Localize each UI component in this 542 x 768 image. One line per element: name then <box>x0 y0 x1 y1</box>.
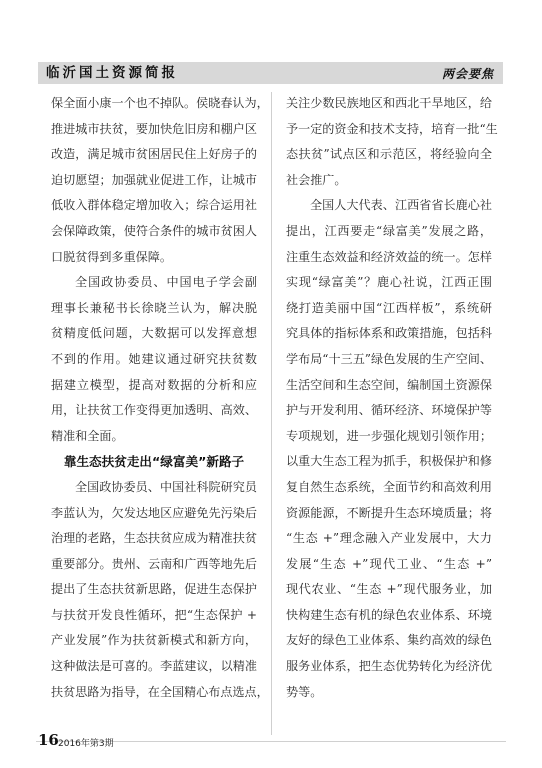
text-line: 提出，江西要走“绿富美”发展之路， <box>286 223 492 238</box>
text-line: 用，让扶贫工作变得更加透明、高效、 <box>51 403 257 418</box>
text-line: 保全面小康一个也不掉队。侯晓春认为， <box>51 96 269 110</box>
text-line: 全国政协委员、中国电子学会副 <box>75 275 257 290</box>
text-line: 态扶贫”试点区和示范区，将经验向全 <box>286 147 492 162</box>
text-line: 推进城市扶贫，要加快危旧房和棚户区 <box>51 121 257 136</box>
text-line: 产业发展”作为扶贫新模式和新方向， <box>51 633 257 648</box>
text-line: 提出了生态扶贫新思路，促进生态保护 <box>51 582 257 597</box>
text-line: 复自然生态系统，全面节约和高效利用 <box>286 479 492 494</box>
issue-label: 2016年第3期 <box>58 739 114 749</box>
text-line: 全国人大代表、江西省省长鹿心社 <box>310 198 492 213</box>
column-divider <box>271 92 272 735</box>
text-line: 关注少数民族地区和西北干旱地区，给 <box>286 96 492 110</box>
text-line: 与扶贫开发良性循环，把“生态保护 + <box>51 607 257 622</box>
text-line: “生态 +”理念融入产业发展中，大力 <box>286 531 492 546</box>
text-line: 势等。 <box>286 684 323 699</box>
text-line: 资源能源，不断提升生态环境质量；将 <box>286 505 492 520</box>
text-line: 以重大生态工程为抓手，积极保护和修 <box>286 454 492 469</box>
text-line: 发展“生态 +”现代工业、“生态 +” <box>286 556 492 571</box>
text-line: 社会推广。 <box>286 172 347 187</box>
text-line: 学布局“十三五”绿色发展的生产空间、 <box>286 351 492 366</box>
right-column <box>286 91 498 705</box>
text-line: 会保障政策，使符合条件的城市贫困人 <box>51 223 257 238</box>
section-subheading: 靠生态扶贫走出“绿富美”新路子 <box>63 454 245 470</box>
text-line: 改造，满足城市贫困居民住上好房子的 <box>51 147 257 162</box>
text-line: 精准和全面。 <box>51 428 124 443</box>
text-line: 口脱贫得到多重保障。 <box>51 249 172 264</box>
text-line: 贫精度低问题，大数据可以发挥意想 <box>51 326 257 341</box>
page-number: 16 <box>38 731 59 749</box>
text-line: 不到的作用。她建议通过研究扶贫数 <box>51 351 257 366</box>
text-line: 友好的绿色工业体系、集约高效的绿色 <box>286 633 492 648</box>
text-line: 绕打造美丽中国“江西样板”，系统研 <box>286 300 492 315</box>
text-line: 治理的老路，生态扶贫应成为精准扶贫 <box>51 531 257 546</box>
text-line: 理事长兼秘书长徐晓兰认为，解决脱 <box>51 300 257 315</box>
text-line: 李蓝认为，欠发达地区应避免先污染后 <box>51 505 257 520</box>
text-line: 迫切愿望；加强就业促进工作，让城市 <box>51 172 257 187</box>
text-line: 实现“绿富美”？鹿心社说，江西正围 <box>286 275 492 290</box>
text-line: 护与开发利用、循环经济、环境保护等 <box>286 403 492 418</box>
publication-title: 临沂国土资源简报 <box>46 65 178 81</box>
text-line: 重要部分。贵州、云南和广西等地先后 <box>51 556 257 571</box>
text-line: 生活空间和生态空间，编制国土资源保 <box>286 377 492 392</box>
section-title: 两会要焦 <box>441 67 494 81</box>
text-line: 予一定的资金和技术支持，培育一批“生 <box>286 121 498 136</box>
text-line: 扶贫思路为指导，在全国精心布点选点， <box>51 684 269 699</box>
text-line: 全国政协委员、中国社科院研究员 <box>75 479 257 494</box>
text-line: 快构建生态有机的绿色农业体系、环境 <box>286 607 492 622</box>
text-line: 究具体的指标体系和政策措施，包括科 <box>286 326 492 341</box>
text-line: 服务业体系，把生态优势转化为经济优 <box>286 659 492 674</box>
text-line: 专项规划，进一步强化规划引领作用； <box>286 428 492 443</box>
text-line: 低收入群体稳定增加收入；综合运用社 <box>51 198 257 213</box>
text-line: 现代农业、“生态 +”现代服务业，加 <box>286 582 492 597</box>
text-line: 这种做法是可喜的。李蓝建议，以精准 <box>51 659 257 674</box>
left-column <box>51 91 269 705</box>
text-line: 注重生态效益和经济效益的统一。怎样 <box>286 249 492 264</box>
text-line: 据建立模型，提高对数据的分析和应 <box>51 377 257 392</box>
